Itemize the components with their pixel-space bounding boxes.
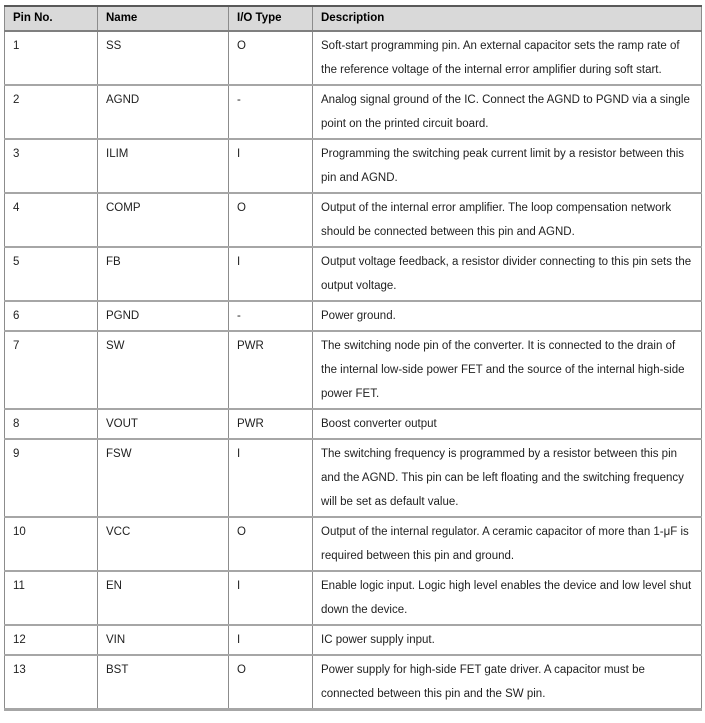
io-type-cell: - [229, 85, 313, 139]
io-type-cell: O [229, 655, 313, 710]
header-name: Name [98, 6, 229, 31]
pin-name-cell: VCC [98, 517, 229, 571]
table-row [5, 655, 702, 710]
io-type-cell: I [229, 571, 313, 625]
io-type-cell: O [229, 193, 313, 247]
table-row [5, 517, 702, 571]
pin-number-cell: 3 [5, 139, 98, 193]
description-cell: The switching frequency is programmed by a resistor between this pin and the AGND. This pin can be left floating and the switching frequency will be set as default value. [313, 439, 702, 517]
table-row [5, 31, 702, 85]
pin-number-cell: 8 [5, 409, 98, 439]
table-row [5, 625, 702, 655]
table-row [5, 331, 702, 409]
pin-number-cell: 2 [5, 85, 98, 139]
pin-number-cell: 11 [5, 571, 98, 625]
pin-number-cell: 10 [5, 517, 98, 571]
io-type-cell: I [229, 139, 313, 193]
io-type-cell: O [229, 517, 313, 571]
pin-name-cell: FSW [98, 439, 229, 517]
pin-name-cell: ILIM [98, 139, 229, 193]
pin-number-cell: 5 [5, 247, 98, 301]
io-type-cell: PWR [229, 331, 313, 409]
pin-number-cell: 13 [5, 655, 98, 710]
pin-number-cell: 1 [5, 31, 98, 85]
table-row [5, 139, 702, 193]
table-header [5, 6, 702, 31]
pin-name-cell: EN [98, 571, 229, 625]
table-row [5, 193, 702, 247]
pin-number-cell: 6 [5, 301, 98, 331]
description-cell: IC power supply input. [313, 625, 702, 655]
pin-name-cell: SW [98, 331, 229, 409]
io-type-cell: O [229, 31, 313, 85]
description-cell: Analog signal ground of the IC. Connect the AGND to PGND via a single point on the printed circuit board. [313, 85, 702, 139]
pin-number-cell: 12 [5, 625, 98, 655]
table-row [5, 301, 702, 331]
table-row [5, 439, 702, 517]
pin-name-cell: FB [98, 247, 229, 301]
description-cell: The switching node pin of the converter. It is connected to the drain of the internal low-side power FET and the source of the internal high-side power FET. [313, 331, 702, 409]
io-type-cell: I [229, 439, 313, 517]
pin-name-cell: VOUT [98, 409, 229, 439]
table-body [5, 31, 702, 710]
pin-name-cell: COMP [98, 193, 229, 247]
description-cell: Boost converter output [313, 409, 702, 439]
header-description: Description [313, 6, 702, 31]
pin-name-cell: AGND [98, 85, 229, 139]
header-io-type: I/O Type [229, 6, 313, 31]
table-row [5, 247, 702, 301]
description-cell: Soft-start programming pin. An external capacitor sets the ramp rate of the reference voltage of the internal error amplifier during soft start. [313, 31, 702, 85]
header-pin-no: Pin No. [5, 6, 98, 31]
table-row [5, 571, 702, 625]
header-row [5, 6, 702, 31]
pin-number-cell: 7 [5, 331, 98, 409]
description-cell: Enable logic input. Logic high level enables the device and low level shut down the device. [313, 571, 702, 625]
pin-name-cell: PGND [98, 301, 229, 331]
table-row [5, 409, 702, 439]
table-row [5, 85, 702, 139]
pin-name-cell: VIN [98, 625, 229, 655]
pin-name-cell: BST [98, 655, 229, 710]
io-type-cell: I [229, 247, 313, 301]
description-cell: Power supply for high-side FET gate driver. A capacitor must be connected between this pin and the SW pin. [313, 655, 702, 710]
io-type-cell: I [229, 625, 313, 655]
pin-description-table [4, 5, 702, 711]
description-cell: Power ground. [313, 301, 702, 331]
description-cell: Output of the internal regulator. A ceramic capacitor of more than 1-μF is required between this pin and ground. [313, 517, 702, 571]
pin-number-cell: 9 [5, 439, 98, 517]
io-type-cell: PWR [229, 409, 313, 439]
pin-name-cell: SS [98, 31, 229, 85]
io-type-cell: - [229, 301, 313, 331]
pin-number-cell: 4 [5, 193, 98, 247]
description-cell: Programming the switching peak current limit by a resistor between this pin and AGND. [313, 139, 702, 193]
description-cell: Output of the internal error amplifier. The loop compensation network should be connected between this pin and AGND. [313, 193, 702, 247]
description-cell: Output voltage feedback, a resistor divider connecting to this pin sets the output voltage. [313, 247, 702, 301]
